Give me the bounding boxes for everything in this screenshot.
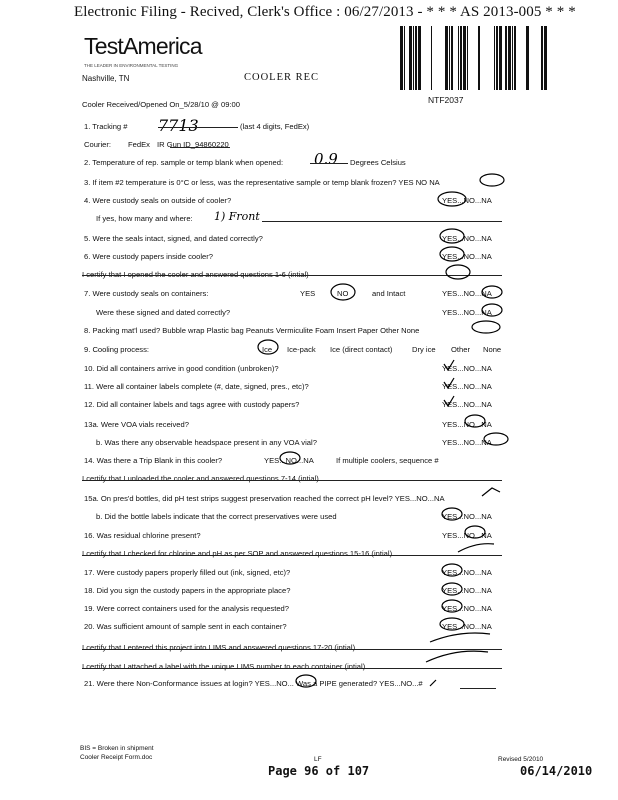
form-line: 5. Were the seals intact, signed, and dated correctly? — [84, 234, 263, 243]
form-line: I certify that I opened the cooler and answered questions 1-6 (intial) — [82, 270, 309, 279]
form-line: I certify that I checked for chlorine and pH as per SOP and answered questions 15-16 (intial) — [82, 549, 393, 558]
form-line: 20. Was sufficient amount of sample sent in each container? — [84, 622, 287, 631]
form-line: 4. Were custody seals on outside of cooler? — [84, 196, 232, 205]
form-line: 13a. Were VOA vials received? — [84, 420, 189, 429]
form-line: 1. Tracking # — [84, 122, 128, 131]
handwritten-seal-location: 1) Front — [214, 210, 260, 223]
reference-number: NTF2037 — [428, 95, 464, 105]
form-line: Other — [451, 345, 470, 354]
form-line: YES...NO...NA — [442, 438, 492, 447]
form-line: YES...NO...NA — [442, 622, 492, 631]
form-line: YES...NO...NA — [442, 400, 492, 409]
form-line: 19. Were correct containers used for the analysis requested? — [84, 604, 290, 613]
form-line: 6. Were custody papers inside cooler? — [84, 252, 214, 261]
form-line: Were these signed and dated correctly? — [96, 308, 231, 317]
form-line: None — [483, 345, 502, 354]
form-line: Courier: — [84, 140, 112, 149]
form-line: YES...NO...NA — [442, 604, 492, 613]
form-line: Ice (direct contact) — [330, 345, 393, 354]
form-line: I certify that I attached a label with the unique LIMS number to each container (intial) — [82, 662, 366, 671]
form-line: FedEx — [128, 140, 150, 149]
form-line: 2. Temperature of rep. sample or temp blank when opened: — [84, 158, 284, 167]
form-line: YES...NO...NA — [442, 308, 492, 317]
footer-revised: Revised 5/2010 — [498, 756, 544, 763]
form-line: YES...NO...NA — [442, 382, 492, 391]
form-line: 14. Was there a Trip Blank in this cooler? — [84, 456, 223, 465]
form-line: IR Gun ID_94860220 — [157, 140, 229, 149]
form-line: 9. Cooling process: — [84, 345, 150, 354]
form-line: 11. Were all container labels complete (#, date, signed, pres., etc)? — [84, 382, 309, 391]
form-line: (last 4 digits, FedEx) — [240, 122, 310, 131]
form-line: I certify that I unloaded the cooler and answered questions 7-14 (intial) — [82, 474, 319, 483]
form-line: 7. Were custody seals on containers: — [84, 289, 209, 298]
form-line: YES...NO...NA — [442, 531, 492, 540]
form-line: YES...NO...NA — [264, 456, 314, 465]
form-line: YES...NO...NA — [442, 289, 492, 298]
form-line: NO — [337, 289, 349, 298]
form-line: 16. Was residual chlorine present? — [84, 531, 201, 540]
form-line: If yes, how many and where: — [96, 214, 193, 223]
logo-tagline: THE LEADER IN ENVIRONMENTAL TESTING — [84, 63, 179, 68]
form-line: YES...NO...NA — [442, 568, 492, 577]
form-line: b. Was there any observable headspace present in any VOA vial? — [96, 438, 317, 447]
form-line: 17. Were custody papers properly filled out (ink, signed, etc)? — [84, 568, 291, 577]
footer-filename: Cooler Receipt Form.doc — [80, 754, 153, 761]
company-logo: TestAmerica — [84, 33, 202, 59]
form-line: Ice — [262, 345, 273, 354]
form-line: b. Did the bottle labels indicate that the correct preservatives were used — [96, 512, 337, 521]
form-line: I certify that I entered this project into LIMS and answered questions 17-20 (intial) — [82, 643, 356, 652]
form-line: 3. If item #2 temperature is 0°C or less, was the representative sample or temp blank frozen? YES NO NA — [84, 178, 440, 187]
form-line: YES...NO...NA — [442, 364, 492, 373]
form-line: YES...NO...NA — [442, 234, 492, 243]
form-line: 18. Did you sign the custody papers in the appropriate place? — [84, 586, 291, 595]
handwritten-temperature: 0.9 — [314, 150, 338, 168]
footer-center: LF — [314, 756, 322, 763]
lab-location: Nashville, TN — [82, 74, 130, 83]
handwritten-tracking: 7713 — [158, 116, 199, 135]
form-line: YES...NO...NA — [442, 196, 492, 205]
form-line: If multiple coolers, sequence # — [336, 456, 439, 465]
form-line: YES...NO...NA — [442, 420, 492, 429]
form-line: YES...NO...NA — [442, 512, 492, 521]
page-number: Page 96 of 107 — [268, 764, 370, 778]
form-line: 21. Were there Non-Conformance issues at login? YES...NO... Was a PIPE generated? YES...NO...# — [84, 679, 423, 688]
form-line: Ice-pack — [287, 345, 316, 354]
form-line: 12. Did all container labels and tags agree with custody papers? — [84, 400, 300, 409]
footer-legend: BIS = Broken in shipment — [80, 745, 154, 752]
form-line: Cooler Received/Opened On_5/28/10 @ 09:00 — [82, 100, 241, 109]
form-line: and Intact — [372, 289, 406, 298]
form-line: YES...NO...NA — [442, 252, 492, 261]
form-title: COOLER REC — [244, 72, 320, 83]
form-line: YES...NO...NA — [442, 586, 492, 595]
form-line: 8. Packing mat'l used? Bubble wrap Plastic bag Peanuts Vermiculite Foam Insert Paper Other None — [84, 326, 420, 335]
form-line: Dry ice — [412, 345, 436, 354]
filing-banner: Electronic Filing - Recived, Clerk's Office : 06/27/2013 - * * * AS 2013-005 * * * — [74, 4, 576, 20]
form-line: Degrees Celsius — [350, 158, 406, 167]
form-line: 15a. On pres'd bottles, did pH test strips suggest preservation reached the correct pH level? YES...NO...NA — [84, 494, 445, 503]
page-date: 06/14/2010 — [520, 764, 593, 778]
form-line: YES — [300, 289, 316, 298]
form-line: 10. Did all containers arrive in good condition (unbroken)? — [84, 364, 279, 373]
